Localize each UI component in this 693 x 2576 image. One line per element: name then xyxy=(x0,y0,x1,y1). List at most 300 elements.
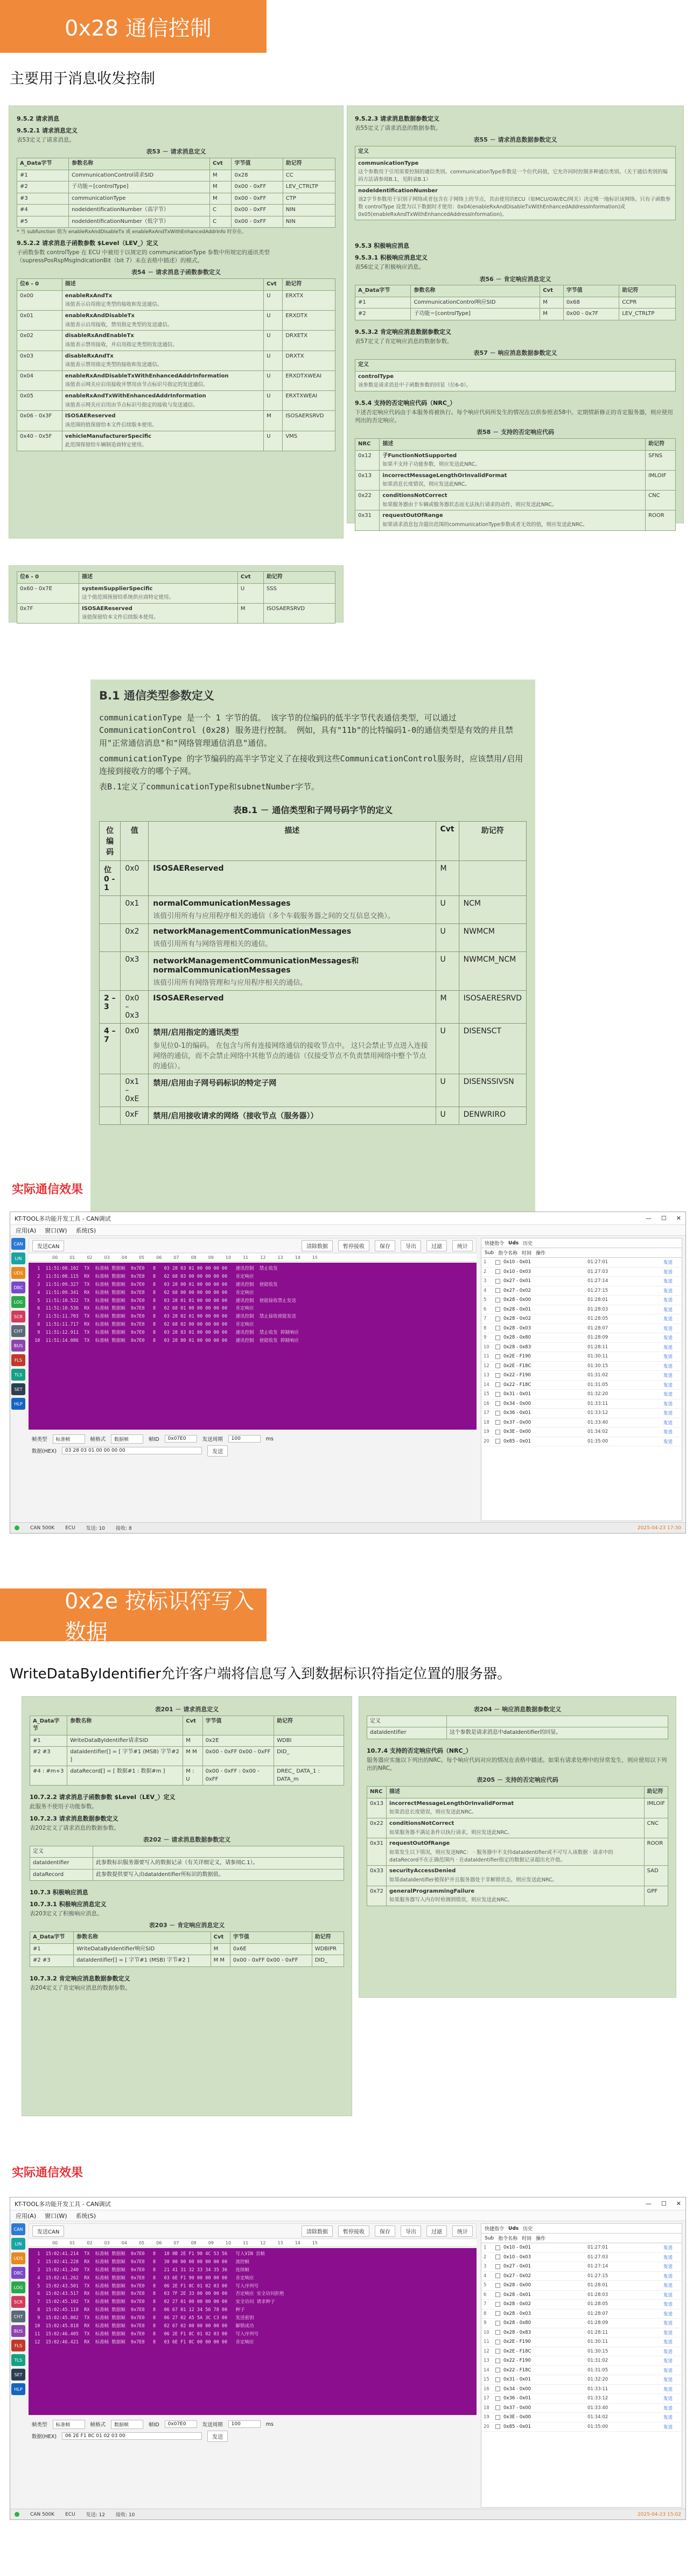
panel-tab[interactable]: 快捷指令 xyxy=(485,2227,505,2232)
command-time: 01:28:11 xyxy=(587,2329,608,2335)
checkbox[interactable] xyxy=(495,1317,500,1321)
table-cell xyxy=(79,583,237,603)
send-link[interactable]: 发送 xyxy=(663,1382,673,1388)
send-link[interactable]: 发送 xyxy=(663,2349,673,2355)
section-subtitle: WriteDataByIdentifier允许客户端将信息写入到数据标识符指定位置的服务器。 xyxy=(10,1666,512,1682)
hex-column-label: 13 xyxy=(277,2241,283,2245)
command-row[interactable] xyxy=(481,1324,682,1334)
period-unit: ms xyxy=(265,1436,274,1442)
table-row xyxy=(17,391,335,411)
hex-column-label: 12 xyxy=(260,1255,266,1260)
help-icon[interactable]: HLP xyxy=(11,2383,25,2395)
command-time: 01:28:03 xyxy=(587,2292,608,2298)
checkbox[interactable] xyxy=(495,2330,500,2335)
row-index: 8 xyxy=(484,2311,487,2316)
checkbox[interactable] xyxy=(495,2283,500,2288)
frame-type-select[interactable]: 标准帧 xyxy=(53,2420,85,2429)
table-header-row xyxy=(355,360,676,372)
command-row[interactable] xyxy=(481,2243,682,2253)
checkbox[interactable] xyxy=(495,1392,500,1397)
tab-send-can[interactable]: 发送CAN xyxy=(32,2225,64,2237)
table-header-row xyxy=(17,572,335,584)
table-cell xyxy=(380,470,646,490)
send-button[interactable]: 发送 xyxy=(207,2431,228,2442)
send-link[interactable]: 发送 xyxy=(663,1260,673,1266)
checkbox[interactable] xyxy=(495,2368,500,2372)
table-header-cell: 助记符 xyxy=(646,439,676,451)
panel-tab[interactable]: 历史 xyxy=(523,2227,533,2232)
command-name: 0x10 - 0x03 xyxy=(503,2254,531,2260)
chart-icon[interactable]: CHT xyxy=(11,1325,25,1337)
send-link[interactable]: 发送 xyxy=(663,2405,673,2411)
export-button[interactable]: 导出 xyxy=(401,1240,421,1251)
tool-icon[interactable]: TLS xyxy=(11,1369,25,1381)
table-cell: nodeIdentificationNumber（高字节） xyxy=(69,205,210,216)
checkbox[interactable] xyxy=(495,1288,500,1293)
chart-icon[interactable]: CHT xyxy=(11,2311,25,2322)
command-row[interactable] xyxy=(481,1362,682,1371)
command-row[interactable] xyxy=(481,2404,682,2413)
checkbox[interactable] xyxy=(495,2302,500,2307)
message-log[interactable] xyxy=(29,1263,477,1430)
log-line: 8 11:51:11.717 RX 标准帧 数据帧 0x7E8 8 02 68 02 00 00 00 00 00 肯定响应 xyxy=(32,1322,254,1328)
data-input[interactable]: 06 2E F1 8C 01 02 03 00 xyxy=(62,2432,202,2440)
table-row xyxy=(17,216,335,228)
stats-button[interactable]: 统计 xyxy=(452,2225,473,2237)
table-cell: 0x28 xyxy=(232,170,283,181)
checkbox[interactable] xyxy=(495,1307,500,1312)
table-row xyxy=(30,1955,344,1967)
command-name: 0x28 - 0x00 xyxy=(503,2283,531,2288)
close-icon[interactable]: ✕ xyxy=(676,2200,681,2207)
command-row[interactable] xyxy=(481,2423,682,2432)
checkbox[interactable] xyxy=(495,1382,500,1387)
table-header-cell: 字节值 xyxy=(230,1932,312,1944)
table-cell: U xyxy=(436,895,459,923)
command-row[interactable] xyxy=(481,1343,682,1353)
send-link[interactable]: 发送 xyxy=(663,1439,673,1445)
command-row[interactable] xyxy=(481,2281,682,2291)
checkbox[interactable] xyxy=(495,1411,500,1416)
send-link[interactable]: 发送 xyxy=(663,2311,673,2317)
send-link[interactable]: 发送 xyxy=(663,2340,673,2346)
period-input[interactable]: 100 xyxy=(228,1435,261,1443)
table-cell: C xyxy=(210,216,232,228)
checkbox[interactable] xyxy=(495,2340,500,2344)
checkbox[interactable] xyxy=(495,1354,500,1359)
cell-description: 该值引用所有与应用程序相关的通信（多个车载服务器之间的交互信息交换）。 xyxy=(153,912,395,920)
tool-icon[interactable]: TLS xyxy=(11,2354,25,2366)
table-header-cell: 描述 xyxy=(149,821,436,860)
filter-button[interactable]: 过滤 xyxy=(426,2225,447,2237)
command-time: 01:27:14 xyxy=(587,1278,608,1284)
script-icon[interactable]: SCR xyxy=(11,1311,25,1322)
table-header-cell: A_Data字节 xyxy=(30,1932,74,1944)
send-link[interactable]: 发送 xyxy=(663,2245,673,2251)
send-link[interactable]: 发送 xyxy=(663,1363,673,1369)
panel-tab[interactable]: Uds xyxy=(508,2225,519,2231)
checkbox[interactable] xyxy=(495,1373,500,1378)
clear-button[interactable]: 清除数据 xyxy=(302,1240,333,1251)
command-row[interactable] xyxy=(481,2356,682,2366)
help-icon[interactable]: HLP xyxy=(11,1398,25,1410)
command-row[interactable] xyxy=(481,1314,682,1324)
menu-item-system[interactable]: 系统(S) xyxy=(75,1227,96,1234)
checkbox[interactable] xyxy=(495,1298,500,1303)
command-name: 0x3E - 0x00 xyxy=(503,1429,531,1435)
send-link[interactable]: 发送 xyxy=(663,2302,673,2308)
table-cell: IMLOIF xyxy=(644,1798,668,1818)
log-icon[interactable]: LOG xyxy=(11,2281,25,2293)
cell-description: 该范围的值保留给本文件后续版本使用。 xyxy=(65,422,157,428)
send-link[interactable]: 发送 xyxy=(663,1401,673,1407)
row-index: 9 xyxy=(484,1335,487,1341)
close-icon[interactable]: ✕ xyxy=(676,1215,681,1222)
checkbox[interactable] xyxy=(495,2386,500,2391)
command-time: 01:31:02 xyxy=(587,2358,608,2364)
table-cell: dataRecord[] = [ 数据#1 : 数据#m ] xyxy=(67,1766,183,1786)
table-cell: 0x06 - 0x3F xyxy=(17,411,62,431)
wdbi-request-table xyxy=(30,1716,344,1786)
lin-icon[interactable]: LIN xyxy=(11,1252,25,1264)
send-link[interactable]: 发送 xyxy=(663,1326,673,1332)
table-cell xyxy=(149,990,436,1023)
send-link[interactable]: 发送 xyxy=(663,1279,673,1285)
command-name: 0x10 - 0x01 xyxy=(503,2245,531,2251)
send-link[interactable]: 发送 xyxy=(663,2368,673,2374)
cell-description: 如果消息长度错误，则应发送此NRC。 xyxy=(389,1809,477,1816)
command-row[interactable] xyxy=(481,2366,682,2376)
cell-description: 这个参数用于引用需要控制的通信类别。communicationType参数是一个位代码值，它允许同时控制多种通信类别。（关于通信类别的编码方法请参阅B.1，见附录B.1） xyxy=(358,169,668,183)
log-line: 11 15:02:46.405 TX 标准帧 数据帧 0x7E0 8 06 2E F1 8C 01 02 03 00 写入序列号 xyxy=(32,2331,259,2337)
table-header-cell: 助记符 xyxy=(283,158,335,170)
command-row[interactable] xyxy=(481,2413,682,2423)
cell-description: 这个值范围预留给系统供应商特定使用。 xyxy=(81,594,174,600)
send-link[interactable]: 发送 xyxy=(663,2424,673,2430)
send-link[interactable]: 发送 xyxy=(663,2273,673,2279)
lin-icon[interactable]: LIN xyxy=(11,2238,25,2250)
command-row[interactable] xyxy=(481,2262,682,2272)
send-link[interactable]: 发送 xyxy=(663,2292,673,2298)
cell-description: 该2字节参数用于识别子网络或者包含在子网络上的节点，其由使用的ECU（如MCU/GW/EC/网关）决定唯一地标识该网络。只有子函数参数 controlType 设置为以下数据时才使用：0x04(enableRxAndDisableTxWithEnhancedAddressInformation)或0x05(enableRxAndTxWithEnhancedAddressInformation)。 xyxy=(358,197,671,218)
send-button[interactable]: 发送 xyxy=(207,1445,228,1457)
cell-description: 该值表示网关应启用由节点标识号指定的接收与发送通信。 xyxy=(65,402,198,408)
table-cell: VMS xyxy=(283,431,335,451)
form-row xyxy=(29,2430,477,2442)
menu-item-window[interactable]: 窗口(W) xyxy=(45,1227,67,1234)
table-cell: dataRecord xyxy=(30,1869,93,1881)
minimize-icon[interactable]: — xyxy=(645,1215,652,1222)
command-row[interactable] xyxy=(481,2337,682,2347)
send-link[interactable]: 发送 xyxy=(663,1411,673,1417)
heading: 9.5.3.2 肯定响应消息数据参数定义 xyxy=(355,328,451,335)
command-row[interactable] xyxy=(481,1296,682,1305)
export-button[interactable]: 导出 xyxy=(401,2225,421,2237)
cell-title: ISOSAEReserved xyxy=(153,993,224,1003)
table-cell: DENWRIRO xyxy=(459,1107,526,1124)
bus-icon[interactable]: BUS xyxy=(11,1340,25,1352)
checkbox[interactable] xyxy=(495,1326,500,1331)
command-row[interactable] xyxy=(481,1418,682,1428)
checkbox[interactable] xyxy=(495,2396,500,2401)
cell-description: 如果请求消息包含超出范围的communicationType参数或者无效的值，则应发送此NRC。 xyxy=(382,521,588,528)
status-bitrate: CAN 500K xyxy=(30,2511,55,2517)
table-row xyxy=(367,1838,668,1866)
cell-title: systemSupplierSpecific xyxy=(81,585,153,592)
cell-title: ISOSAEReserved xyxy=(81,605,132,612)
table-row xyxy=(100,951,527,990)
command-name: 0x85 - 0x01 xyxy=(503,2424,531,2430)
dbc-icon[interactable]: DBC xyxy=(11,2267,25,2279)
send-link[interactable]: 发送 xyxy=(663,2396,673,2402)
frame-id-input[interactable]: 0x07E0 xyxy=(165,2420,197,2428)
set-icon[interactable]: SET xyxy=(11,1383,25,1395)
message-log[interactable] xyxy=(29,2248,477,2415)
checkbox[interactable] xyxy=(495,1260,500,1265)
table-cell xyxy=(62,411,263,431)
checkbox[interactable] xyxy=(495,2255,500,2259)
table-header-cell: 助记符 xyxy=(619,285,676,297)
frame-format-label: 帧格式 xyxy=(90,2422,106,2428)
table-cell: M xyxy=(210,170,232,181)
send-link[interactable]: 发送 xyxy=(663,2358,673,2364)
command-row[interactable] xyxy=(481,1437,682,1447)
log-icon[interactable]: LOG xyxy=(11,1296,25,1308)
hex-column-label: 08 xyxy=(191,1255,197,1260)
command-time: 01:28:09 xyxy=(587,1335,608,1341)
panel-tabs xyxy=(481,2224,682,2234)
send-link[interactable]: 发送 xyxy=(663,2283,673,2289)
command-time: 01:32:20 xyxy=(587,2377,608,2383)
table-cell: ROOR xyxy=(644,1838,668,1866)
panel-tab[interactable]: 历史 xyxy=(523,1241,533,1247)
can-icon[interactable]: CAN xyxy=(11,1238,25,1250)
table-cell: M xyxy=(183,1735,202,1747)
command-row[interactable] xyxy=(481,2300,682,2309)
table-row xyxy=(17,290,335,310)
menu-item-app[interactable]: 应用(A) xyxy=(16,2212,37,2220)
filter-button[interactable]: 过滤 xyxy=(426,1240,447,1251)
command-row[interactable] xyxy=(481,2253,682,2263)
command-row[interactable] xyxy=(481,1427,682,1437)
table-cell: M M xyxy=(183,1747,202,1766)
paragraph: 表55定义了请求消息的数据参数。 xyxy=(355,124,442,131)
send-link[interactable]: 发送 xyxy=(663,1298,673,1304)
command-row[interactable] xyxy=(481,2291,682,2300)
pause-button[interactable]: 暂停接收 xyxy=(338,1240,369,1251)
cell-description: 如果服务器由于车辆或服务器状态而无法执行请求的动作，则应发送此NRC。 xyxy=(382,501,557,508)
send-link[interactable]: 发送 xyxy=(663,1269,673,1275)
table-cell: ROOR xyxy=(646,510,676,530)
frame-format-select[interactable]: 数据帧 xyxy=(111,1434,143,1444)
command-row[interactable] xyxy=(481,2272,682,2281)
checkbox[interactable] xyxy=(495,1335,500,1340)
checkbox[interactable] xyxy=(495,1420,500,1425)
heading: 9.5.2.3 请求消息数据参数定义 xyxy=(355,115,439,122)
send-link[interactable]: 发送 xyxy=(663,2415,673,2421)
can-icon[interactable]: CAN xyxy=(11,2223,25,2235)
command-row[interactable] xyxy=(481,1333,682,1343)
command-time: 01:30:15 xyxy=(587,1363,608,1369)
command-row[interactable] xyxy=(481,1305,682,1315)
checkbox[interactable] xyxy=(495,2349,500,2354)
table-cell: CC xyxy=(283,170,335,181)
table-cell: ISOSAERSRVD xyxy=(283,411,335,431)
send-link[interactable]: 发送 xyxy=(663,2264,673,2270)
checkbox[interactable] xyxy=(495,1430,500,1434)
command-time: 01:27:03 xyxy=(587,2254,608,2260)
stats-button[interactable]: 统计 xyxy=(452,1240,473,1251)
send-link[interactable]: 发送 xyxy=(663,1288,673,1294)
send-link[interactable]: 发送 xyxy=(663,1430,673,1436)
table-header-cell: 参数名称 xyxy=(67,1716,183,1735)
table-header-cell: 定义 xyxy=(355,360,676,372)
checkbox[interactable] xyxy=(495,2358,500,2363)
table-cell xyxy=(387,1818,645,1838)
dbc-icon[interactable]: DBC xyxy=(11,1282,25,1293)
checkbox[interactable] xyxy=(495,2264,500,2269)
checkbox[interactable] xyxy=(495,2424,500,2429)
period-input[interactable]: 100 xyxy=(228,2420,261,2428)
command-name: 0x27 - 0x02 xyxy=(503,1287,531,1293)
row-index: 20 xyxy=(484,2424,489,2430)
hex-column-label: 11 xyxy=(243,2241,249,2245)
table-row xyxy=(355,371,676,391)
table-cell: 0x00 - 0xFF xyxy=(232,193,283,205)
send-link[interactable]: 发送 xyxy=(663,1354,673,1360)
frame-id-input[interactable]: 0x07E0 xyxy=(165,1435,197,1443)
window-controls xyxy=(646,2200,681,2207)
checkbox[interactable] xyxy=(495,1401,500,1406)
menu-item-window[interactable]: 窗口(W) xyxy=(45,2212,67,2220)
checkbox[interactable] xyxy=(495,1345,500,1349)
panel-header-cell: 时间 xyxy=(522,1251,532,1256)
command-row[interactable] xyxy=(481,2375,682,2385)
clear-button[interactable]: 清除数据 xyxy=(302,2225,333,2237)
panel-tab[interactable]: 快捷指令 xyxy=(485,1241,505,1247)
maximize-icon[interactable]: ☐ xyxy=(661,2200,667,2207)
save-button[interactable]: 保存 xyxy=(375,2225,395,2237)
command-row[interactable] xyxy=(481,1371,682,1381)
command-row[interactable] xyxy=(481,2328,682,2338)
checkbox[interactable] xyxy=(495,2415,500,2420)
send-link[interactable]: 发送 xyxy=(663,1392,673,1398)
hex-column-label: 03 xyxy=(104,1255,110,1260)
command-name: 0x2E - F190 xyxy=(503,2339,531,2345)
command-row[interactable] xyxy=(481,1381,682,1390)
send-link[interactable]: 发送 xyxy=(663,2255,673,2260)
send-link[interactable]: 发送 xyxy=(663,1335,673,1341)
minimize-icon[interactable]: — xyxy=(645,2200,652,2207)
uds-icon[interactable]: UDS xyxy=(11,2252,25,2264)
checkbox[interactable] xyxy=(495,1439,500,1444)
send-link[interactable]: 发送 xyxy=(663,2377,673,2383)
cell-title: requestOutOfRange xyxy=(382,513,443,519)
command-row[interactable] xyxy=(481,1352,682,1362)
send-link[interactable]: 发送 xyxy=(663,1373,673,1379)
command-row[interactable] xyxy=(481,2385,682,2395)
uds-icon[interactable]: UDS xyxy=(11,1267,25,1279)
pause-button[interactable]: 暂停接收 xyxy=(338,2225,369,2237)
menu-item-system[interactable]: 系统(S) xyxy=(75,2212,96,2220)
checkbox[interactable] xyxy=(495,2292,500,2297)
command-row[interactable] xyxy=(481,1390,682,1399)
bus-icon[interactable]: BUS xyxy=(11,2325,25,2337)
checkbox[interactable] xyxy=(495,2321,500,2326)
table-cell: 0x05 xyxy=(17,391,62,411)
checkbox[interactable] xyxy=(495,2245,500,2250)
hex-column-label: 14 xyxy=(295,1255,300,1260)
command-row[interactable] xyxy=(481,2347,682,2357)
send-link[interactable]: 发送 xyxy=(663,2330,673,2336)
frame-format-select[interactable]: 数据帧 xyxy=(111,2420,143,2429)
row-index: 6 xyxy=(484,1306,487,1312)
save-button[interactable]: 保存 xyxy=(375,1240,395,1251)
command-row[interactable] xyxy=(481,2394,682,2404)
table-header-cell: Cvt xyxy=(436,821,459,860)
cell-description: 该参数是请求消息中子函数参数的回显（位6-0）。 xyxy=(358,382,472,389)
command-row[interactable] xyxy=(481,2309,682,2319)
send-link[interactable]: 发送 xyxy=(663,2386,673,2392)
set-icon[interactable]: SET xyxy=(11,2369,25,2381)
command-row[interactable] xyxy=(481,1399,682,1409)
heading: 10.7.2.2 请求消息子函数参数 $Level（LEV_）定义 xyxy=(30,1794,176,1801)
checkbox[interactable] xyxy=(495,2311,500,2316)
checkbox[interactable] xyxy=(495,2273,500,2278)
panel-tab[interactable]: Uds xyxy=(508,1240,519,1246)
checkbox[interactable] xyxy=(495,1279,500,1284)
table-cell: 0x22 xyxy=(367,1818,387,1838)
send-link[interactable]: 发送 xyxy=(663,1307,673,1313)
command-row[interactable] xyxy=(481,1277,682,1286)
command-row[interactable] xyxy=(481,1286,682,1296)
command-row[interactable] xyxy=(481,1409,682,1418)
checkbox[interactable] xyxy=(495,2377,500,2382)
checkbox[interactable] xyxy=(495,1363,500,1368)
table-row xyxy=(367,1886,668,1906)
maximize-icon[interactable]: ☐ xyxy=(661,1215,667,1222)
frame-type-select[interactable]: 标准帧 xyxy=(53,1434,85,1444)
tab-send-can[interactable]: 发送CAN xyxy=(32,1240,64,1251)
row-index: 3 xyxy=(484,1278,487,1284)
send-link[interactable]: 发送 xyxy=(663,1317,673,1322)
statusbar xyxy=(10,1522,685,1533)
checkbox[interactable] xyxy=(495,2405,500,2410)
command-row[interactable] xyxy=(481,1258,682,1268)
command-name: 0x36 - 0x01 xyxy=(503,2396,531,2402)
table-cell: CommunicationControl请求SID xyxy=(69,170,210,181)
log-line: 5 11:51:10.522 TX 标准帧 数据帧 0x7E0 8 03 28 01 01 00 00 00 00 通讯控制 使能接收禁止发送 xyxy=(32,1298,296,1304)
send-link[interactable]: 发送 xyxy=(663,2321,673,2327)
table-row xyxy=(367,1798,668,1818)
send-link[interactable]: 发送 xyxy=(663,1420,673,1426)
log-line: 10 11:51:14.086 TX 标准帧 数据帧 0x7E0 8 03 28 80 01 00 00 00 00 通讯控制 使能收发 抑制响应 xyxy=(32,1338,299,1343)
flash-icon[interactable]: FLS xyxy=(11,1354,25,1366)
script-icon[interactable]: SCR xyxy=(11,2296,25,2308)
command-row[interactable] xyxy=(481,2319,682,2328)
table-cell: CTP xyxy=(283,193,335,205)
cell-title: requestOutOfRange xyxy=(389,1840,450,1847)
table-row xyxy=(100,923,527,951)
command-row[interactable] xyxy=(481,1268,682,1277)
menu-item-app[interactable]: 应用(A) xyxy=(16,1227,37,1234)
flash-icon[interactable]: FLS xyxy=(11,2340,25,2351)
checkbox[interactable] xyxy=(495,1269,500,1274)
heading: 9.5.2.1 请求消息定义 xyxy=(17,127,78,134)
data-input[interactable]: 03 28 03 01 00 00 00 00 xyxy=(62,1447,202,1454)
table-cell: DID_ xyxy=(274,1747,344,1766)
send-link[interactable]: 发送 xyxy=(663,1345,673,1350)
